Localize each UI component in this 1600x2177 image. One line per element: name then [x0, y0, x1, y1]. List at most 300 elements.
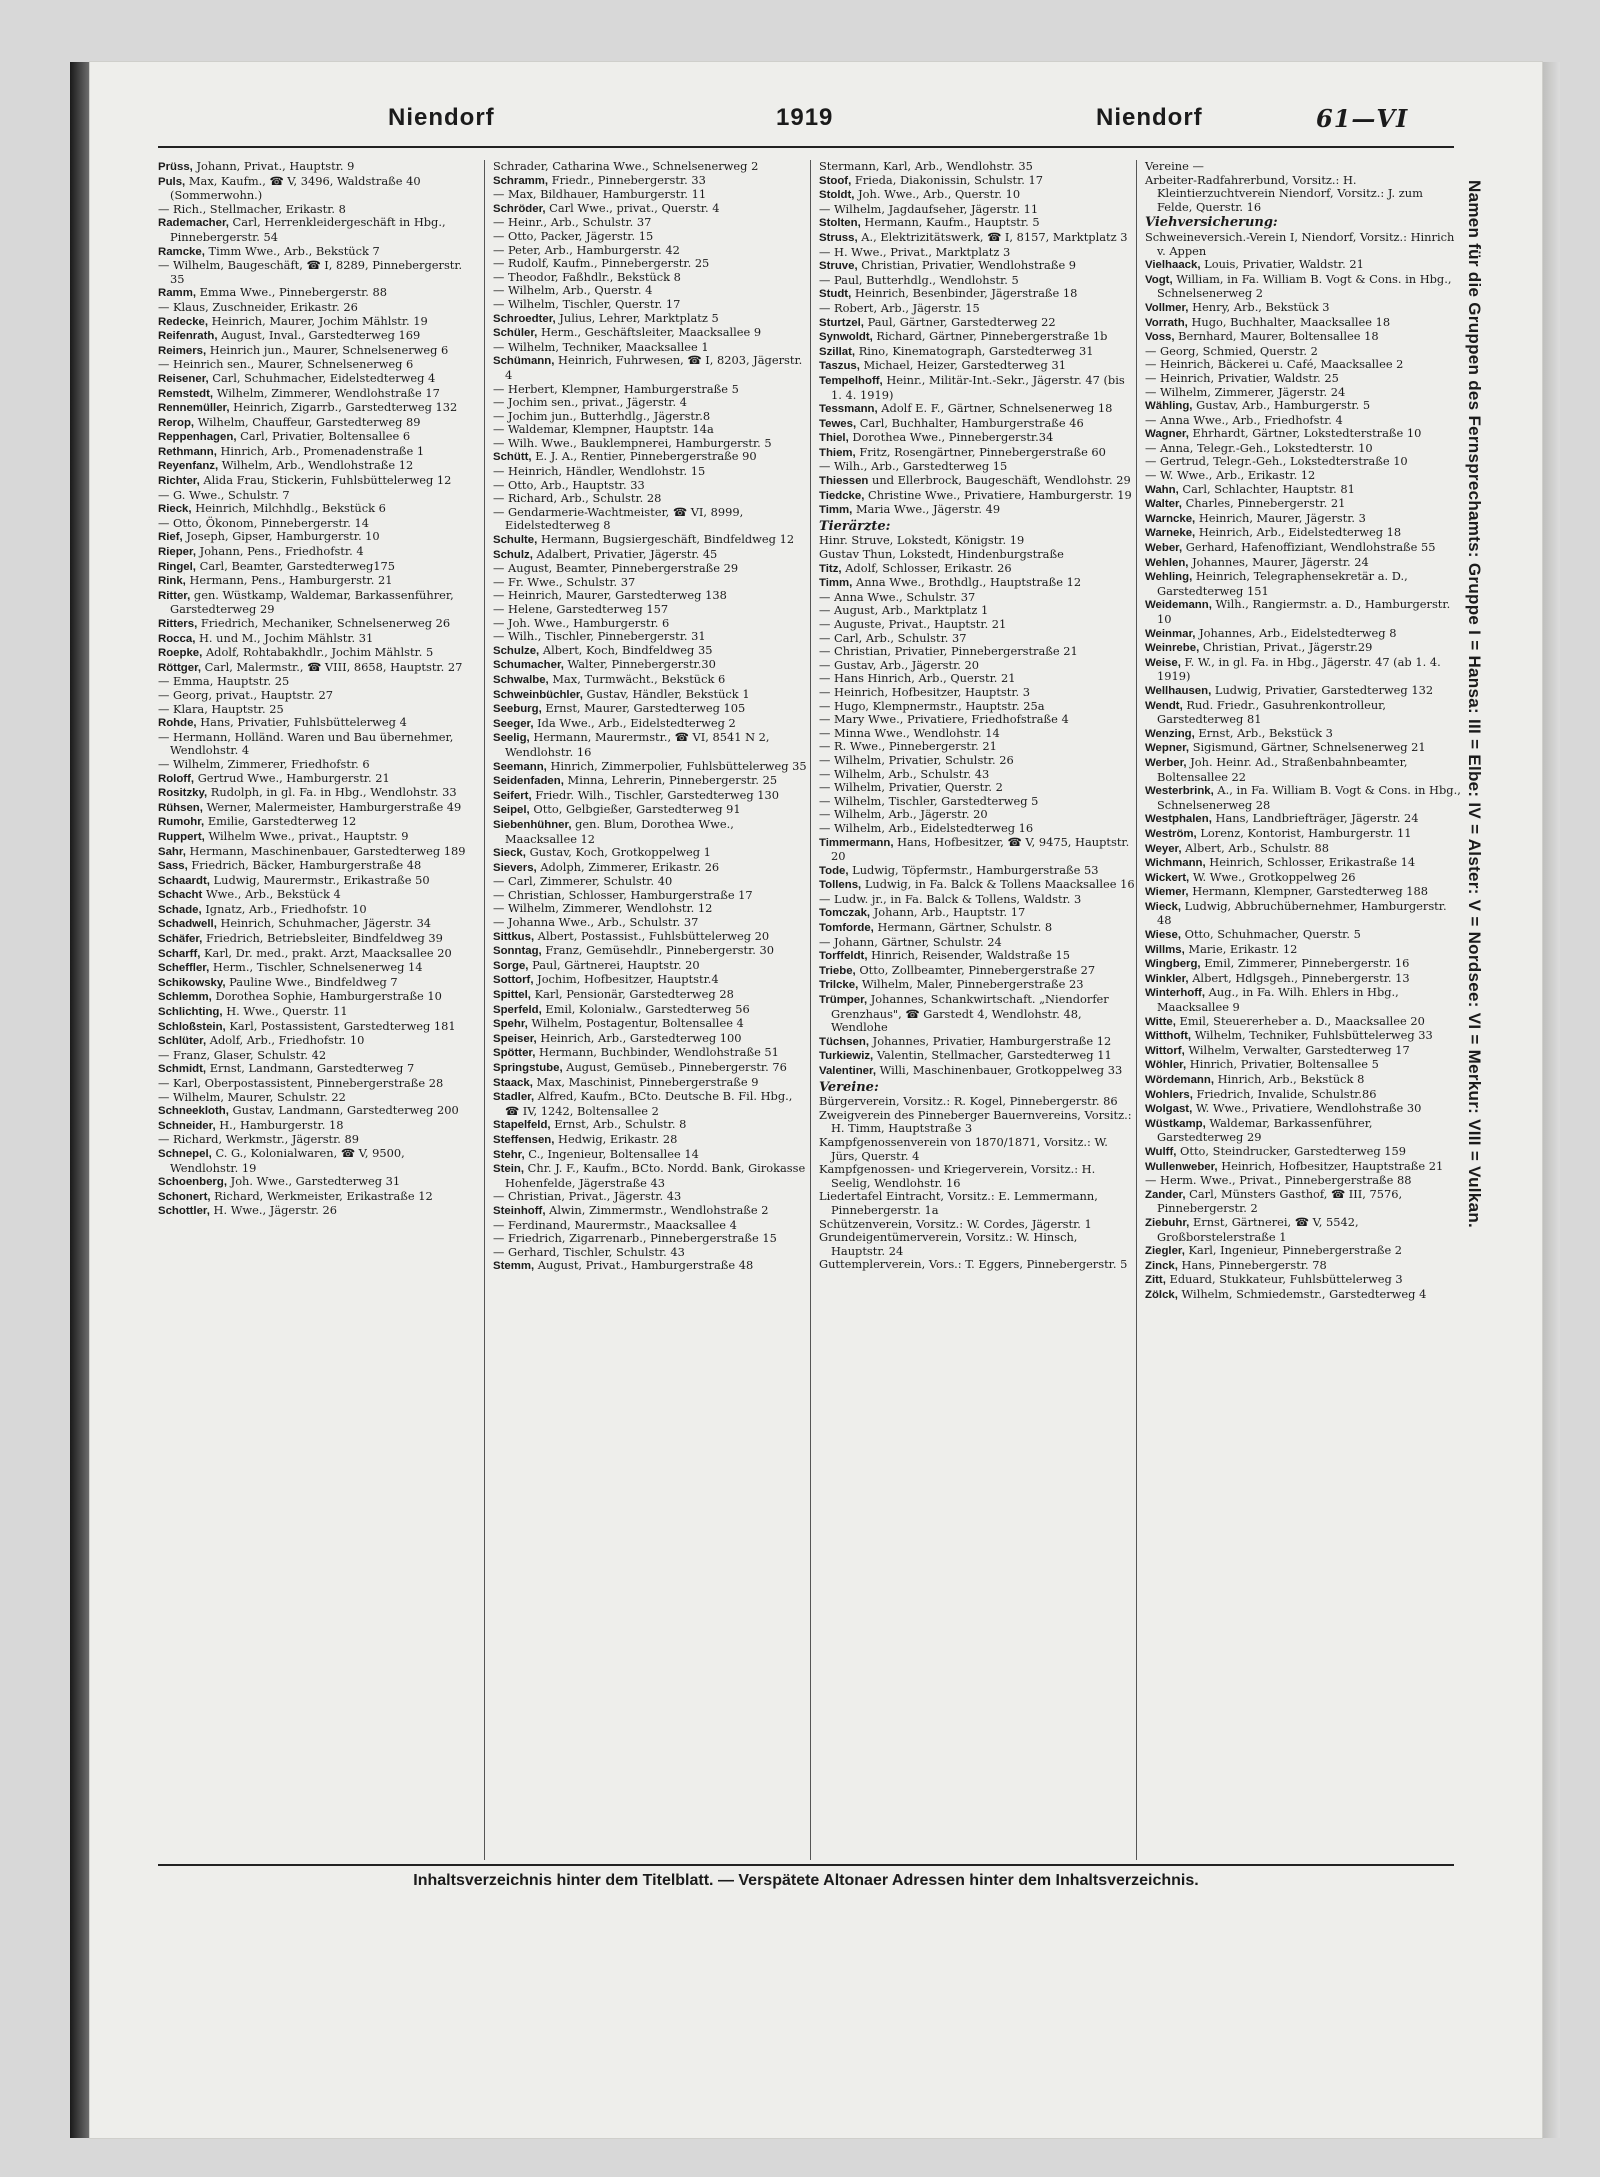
entry-details: — Hermann, Holländ. Waren und Bau übernehmer, Wendlohstr. 4 [158, 729, 454, 758]
entry-surname: Schüler, [493, 327, 538, 340]
entry-surname: Weström, [1145, 827, 1197, 840]
entry-surname: Turkiewiz, [819, 1050, 874, 1063]
entry-details: — Wilhelm, Zimmerer, Jägerstr. 24 [1145, 384, 1346, 399]
entry-surname: Springstube, [493, 1062, 563, 1074]
entry-surname: Willms, [1145, 943, 1185, 956]
directory-entry [1145, 231, 1461, 258]
entry-surname: Winkler, [1145, 972, 1189, 985]
entry-details: — Heinrich, Händler, Wendlohstr. 15 [493, 464, 706, 479]
entry-surname: Rocca, [158, 632, 196, 645]
directory-entry [493, 383, 809, 397]
entry-details: Wilh., Rangiermstr. a. D., Hamburgerstr. 10 [1157, 597, 1451, 626]
directory-entry [493, 603, 809, 617]
directory-entry [493, 702, 809, 717]
header-rule [158, 146, 1454, 148]
entry-surname: Titz, [819, 562, 842, 575]
directory-entry [819, 864, 1135, 879]
directory-entry [158, 932, 474, 947]
entry-details: Eduard, Stukkateur, Fuhlsbüttelerweg 3 [1169, 1272, 1403, 1287]
directory-entry [158, 574, 474, 589]
entry-details: Friedr. Wilh., Tischler, Garstedterweg 130 [535, 787, 780, 802]
entry-details: — Anna Wwe., Arb., Friedhofstr. 4 [1145, 412, 1343, 427]
entry-surname: Schacht [158, 889, 203, 902]
entry-surname: Wiese, [1145, 929, 1181, 942]
entry-details: Anna Wwe., Brothdlg., Hauptstraße 12 [855, 575, 1082, 590]
directory-entry [819, 1109, 1135, 1136]
directory-entry [819, 1258, 1135, 1272]
directory-entry [158, 502, 474, 517]
directory-entry [819, 808, 1135, 822]
entry-details: Maria Wwe., Jägerstr. 49 [855, 502, 1001, 517]
entry-surname: Ringel, [158, 560, 196, 573]
entry-details: — Heinrich sen., Maurer, Schnelsenerweg 6 [158, 357, 414, 372]
entry-surname: Ramcke, [158, 245, 205, 258]
entry-details: Wilhelm, Postagentur, Boltensallee 4 [531, 1016, 744, 1031]
directory-entry [1145, 972, 1461, 987]
directory-entry [819, 781, 1135, 795]
directory-entry [819, 174, 1135, 189]
entry-details: Hermann, Kaufm., Hauptstr. 5 [864, 215, 1040, 230]
entry-details: — Peter, Arb., Hamburgerstr. 42 [493, 242, 680, 257]
directory-entry [819, 246, 1135, 260]
directory-entry [493, 1162, 809, 1190]
directory-entry [493, 1090, 809, 1118]
entry-surname: Synwoldt, [819, 331, 873, 344]
directory-entry [1145, 641, 1461, 656]
directory-entry [493, 1032, 809, 1047]
entry-details: Friedrich, Invalide, Schulstr.86 [1196, 1086, 1377, 1101]
directory-entry [819, 1218, 1135, 1232]
entry-surname: Remstedt, [158, 387, 214, 400]
entry-details: — Emma, Hauptstr. 25 [158, 674, 290, 689]
entry-details: Franz, Gemüsehdlr., Pinnebergerstr. 30 [545, 943, 774, 958]
directory-entry [1145, 699, 1461, 727]
entry-surname: Stolten, [819, 217, 861, 230]
directory-entry [493, 1259, 809, 1274]
entry-details: Rudolph, in gl. Fa. in Hbg., Wendlohstr. 33 [210, 785, 457, 800]
directory-entry [158, 815, 474, 830]
entry-surname: Westerbrink, [1145, 785, 1214, 798]
entry-details: — Wilhelm, Techniker, Maacksallee 1 [493, 339, 709, 354]
entry-details: Albert, Hdlgsgeh., Pinnebergerstr. 13 [1192, 970, 1410, 985]
entry-details: — Wilhelm, Baugeschäft, ☎ I, 8289, Pinnebergerstr. 35 [158, 258, 463, 286]
directory-entry [158, 1091, 474, 1105]
entry-surname: Ramm, [158, 287, 196, 300]
entry-surname: Schottler, [158, 1205, 210, 1218]
entry-details: — Hugo, Klempnermstr., Hauptstr. 25a [819, 698, 1045, 713]
directory-entry [819, 316, 1135, 331]
entry-details: — Christian, Schlosser, Hamburgerstraße 17 [493, 887, 753, 902]
entry-surname: Witthoft, [1145, 1030, 1192, 1043]
directory-entry [493, 973, 809, 988]
entry-details: Werner, Malermeister, Hamburgerstraße 49 [206, 799, 462, 814]
entry-details: — Helene, Garstedterweg 157 [493, 602, 669, 616]
entry-surname: Rademacher, [158, 217, 229, 230]
entry-details: gen. Wüstkamp, Waldemar, Barkassenführer, Garstedterweg 29 [170, 587, 454, 617]
directory-entry [1145, 174, 1461, 215]
entry-details: Ludwig, in Fa. Balck & Tollens Maacksallee 16 [864, 877, 1135, 892]
entry-surname: Tessmann, [819, 403, 878, 416]
directory-entry [819, 993, 1135, 1035]
entry-details: — Wilhelm, Privatier, Schulstr. 26 [819, 752, 1014, 767]
directory-entry [158, 175, 474, 203]
directory-entry [158, 675, 474, 689]
entry-details: Aug., in Fa. Wilh. Ehlers in Hbg., Maacksallee 9 [1157, 985, 1399, 1015]
entry-surname: Schmidt, [158, 1063, 207, 1076]
entry-details: — Heinr., Arb., Schulstr. 37 [493, 215, 652, 230]
entry-details: Alfred, Kaufm., BCto. Deutsche B. Fil. Hbg., ☎ IV, 1242, Boltensallee 2 [505, 1089, 793, 1118]
directory-entry [819, 431, 1135, 446]
entry-details: — Herm. Wwe., Privat., Pinnebergerstraße 88 [1145, 1173, 1412, 1188]
entry-details: — August, Beamter, Pinnebergerstraße 29 [493, 561, 739, 576]
entry-details: Alida Frau, Stickerin, Fuhlsbüttelerweg 12 [203, 473, 452, 488]
entry-details: Hermann, Pens., Hamburgerstr. 21 [189, 573, 393, 588]
entry-details: Alwin, Zimmermstr., Wendlohstraße 2 [549, 1202, 769, 1217]
directory-entry [158, 632, 474, 647]
entry-surname: Triebe, [819, 964, 856, 977]
entry-details: Lorenz, Kontorist, Hamburgerstr. 11 [1200, 825, 1412, 840]
directory-entry [1145, 1117, 1461, 1145]
directory-entry [158, 216, 474, 244]
entry-details: Emilie, Garstedterweg 12 [207, 814, 357, 829]
directory-entry [819, 1190, 1135, 1217]
entry-surname: Sahr, [158, 845, 186, 858]
entry-details: Kampfgenossen- und Kriegerverein, Vorsitz.: H. Seelig, Wendlohstr. 16 [819, 1162, 1096, 1190]
directory-entry [158, 358, 474, 372]
directory-entry [493, 1017, 809, 1032]
entry-details: Charles, Pinnebergerstr. 21 [1185, 496, 1346, 511]
directory-entry [493, 818, 809, 846]
entry-details: — Georg, Schmied, Querstr. 2 [1145, 343, 1318, 358]
directory-entry [819, 1064, 1135, 1079]
directory-entry [158, 245, 474, 260]
entry-details: — Herbert, Klempner, Hamburgerstraße 5 [493, 381, 739, 396]
entry-details: Otto, Schuhmacher, Querstr. 5 [1184, 927, 1361, 942]
directory-entry [158, 1034, 474, 1049]
entry-details: Johann, Arb., Hauptstr. 17 [873, 905, 1026, 920]
directory-entry [158, 859, 474, 874]
directory-entry [1145, 345, 1461, 359]
directory-entry [1145, 427, 1461, 442]
entry-surname: Wolgast, [1145, 1103, 1193, 1116]
entry-details: — Gustav, Arb., Jägerstr. 20 [819, 657, 979, 672]
entry-details: — Wilhelm, Privatier, Querstr. 2 [819, 780, 1003, 795]
directory-entry [158, 801, 474, 816]
directory-entry [1145, 928, 1461, 943]
entry-surname: Sturtzel, [819, 316, 864, 329]
directory-entry [819, 460, 1135, 474]
entry-surname: Szillat, [819, 345, 856, 358]
directory-entry [819, 618, 1135, 632]
directory-entry [158, 772, 474, 787]
entry-details: H. und M., Jochim Mählstr. 31 [198, 630, 374, 645]
column-2 [484, 160, 809, 1860]
entry-surname: Tempelhoff, [819, 374, 883, 387]
entry-details: Paul, Gärtnerei, Hauptstr. 20 [532, 957, 700, 972]
entry-details: — Richard, Arb., Schulstr. 28 [493, 491, 662, 506]
entry-details: W. Wwe., Grotkoppelweg 26 [1192, 869, 1356, 884]
entry-details: Karl, Ingenieur, Pinnebergerstraße 2 [1188, 1243, 1403, 1258]
entry-surname: Stadler, [493, 1091, 535, 1104]
entry-surname: Scharff, [158, 947, 201, 960]
entry-details: — Otto, Packer, Jägerstr. 15 [493, 228, 654, 243]
entry-surname: Reisener, [158, 372, 209, 385]
directory-entry [819, 906, 1135, 921]
entry-surname: Zölck, [1145, 1288, 1178, 1301]
entry-details: Ludwig, Töpfermstr., Hamburgerstraße 53 [852, 862, 1099, 877]
entry-details: Joh. Wwe., Garstedterweg 31 [230, 1174, 401, 1189]
entry-surname: Tollens, [819, 879, 862, 892]
entry-details: Christian, Privat., Jägerstr.29 [1202, 640, 1373, 655]
entry-details: Julius, Lehrer, Marktplatz 5 [559, 310, 719, 325]
entry-details: August, Gemüseb., Pinnebergerstr. 76 [566, 1060, 787, 1074]
entry-surname: Reyenfanz, [158, 460, 219, 473]
directory-entry [158, 329, 474, 344]
directory-entry [819, 645, 1135, 659]
entry-details: Heinrich, Arb., Garstedterweg 100 [540, 1030, 742, 1045]
directory-entry [819, 562, 1135, 577]
entry-surname: Wulff, [1145, 1145, 1177, 1158]
directory-entry [493, 1148, 809, 1163]
directory-entry [1145, 1029, 1461, 1044]
directory-entry [819, 591, 1135, 605]
entry-details: Gustav Thun, Lokstedt, Hindenburgstraße [819, 547, 1064, 562]
directory-entry [819, 216, 1135, 231]
directory-entry [1145, 399, 1461, 414]
directory-entry [493, 326, 809, 341]
directory-entry [819, 374, 1135, 402]
directory-entry [493, 188, 809, 202]
entry-surname: Weber, [1145, 542, 1183, 555]
entry-surname: Schikowsky, [158, 976, 226, 989]
directory-entry [1145, 469, 1461, 483]
entry-details: Carl, Schuhmacher, Eidelstedterweg 4 [212, 370, 436, 385]
directory-entry [1145, 570, 1461, 598]
page-number: 61—VI [1316, 104, 1409, 133]
entry-details: — Christian, Privatier, Pinnebergerstraße 21 [819, 644, 1078, 659]
directory-entry [1145, 414, 1461, 428]
directory-entry [493, 216, 809, 230]
entry-details: Valentin, Stellmacher, Garstedterweg 11 [876, 1048, 1112, 1063]
entry-surname: Schneider, [158, 1119, 216, 1132]
directory-entry [158, 903, 474, 918]
directory-entry [493, 803, 809, 818]
directory-entry [493, 1246, 809, 1260]
entry-surname: Prüss, [158, 161, 193, 173]
directory-entry [819, 534, 1135, 548]
entry-surname: Steffensen, [493, 1133, 555, 1146]
directory-entry [158, 459, 474, 474]
entry-details: Heinrich, Arb., Eidelstedterweg 18 [1198, 525, 1402, 540]
entry-details: Grundeigentümerverein, Vorsitz.: W. Hinsch, Hauptstr. 24 [819, 1230, 1078, 1258]
entry-surname: Vollmer, [1145, 301, 1189, 314]
entry-details: — Wilh. Wwe., Bauklempnerei, Hamburgerstr. 5 [493, 435, 772, 450]
directory-entry [1145, 842, 1461, 857]
entry-surname: Sottorf, [493, 974, 534, 987]
directory-entry [158, 416, 474, 431]
entry-details: Hermann, Klempner, Garstedterweg 188 [1192, 884, 1429, 899]
directory-entry [819, 727, 1135, 741]
directory-entry [493, 479, 809, 493]
entry-details: Heinrich, Schuhmacher, Jägerstr. 34 [220, 916, 432, 931]
directory-entry [493, 846, 809, 861]
directory-entry [819, 878, 1135, 893]
directory-entry [158, 961, 474, 976]
entry-details: Heinrich jun., Maurer, Schnelsenerweg 6 [209, 342, 449, 357]
directory-entry [819, 1035, 1135, 1050]
entry-details: Wilhelm, Zimmerer, Wendlohstraße 17 [216, 385, 440, 400]
directory-entry [819, 402, 1135, 417]
entry-surname: Timm, [819, 504, 853, 517]
entry-details: Hinrich, Arb., Promenadenstraße 1 [220, 443, 425, 458]
directory-entry [158, 530, 474, 545]
entry-details: — Max, Bildhauer, Hamburgerstr. 11 [493, 187, 707, 202]
entry-details: — Joh. Wwe., Hamburgerstr. 6 [493, 615, 670, 630]
entry-details: — Rich., Stellmacher, Erikastr. 8 [158, 201, 346, 216]
entry-surname: Wullenweber, [1145, 1160, 1218, 1173]
entry-details: — Heinrich, Bäckerei u. Café, Maacksallee 2 [1145, 357, 1404, 372]
entry-details: Hermann, Buchbinder, Wendlohstraße 51 [539, 1045, 779, 1060]
entry-details: — August, Arb., Marktplatz 1 [819, 603, 989, 618]
directory-entry [493, 465, 809, 479]
directory-entry [493, 1190, 809, 1204]
entry-surname: Spehr, [493, 1018, 528, 1031]
entry-surname: Warneke, [1145, 527, 1196, 540]
entry-surname: Zinck, [1145, 1259, 1178, 1272]
directory-entry [158, 1190, 474, 1205]
entry-surname: Tomczak, [819, 907, 871, 920]
directory-entry [819, 795, 1135, 809]
entry-details: — Carl, Zimmerer, Schulstr. 40 [493, 874, 673, 889]
directory-entry [493, 1076, 809, 1091]
directory-entry [1145, 957, 1461, 972]
entry-surname: Roloff, [158, 772, 195, 785]
entry-details: — Wilhelm, Arb., Eidelstedterweg 16 [819, 820, 1034, 835]
entry-surname: Tomforde, [819, 922, 874, 935]
entry-surname: Ruppert, [158, 830, 205, 843]
entry-details: C., Ingenieur, Boltensallee 14 [528, 1146, 699, 1161]
directory-entry [819, 822, 1135, 836]
directory-entry [158, 646, 474, 661]
entry-details: H. Wwe., Jägerstr. 26 [213, 1203, 337, 1218]
entry-details: — Johann, Gärtner, Schulstr. 24 [819, 934, 1002, 949]
directory-entry [1145, 1188, 1461, 1216]
directory-entry [1145, 627, 1461, 642]
entry-surname: Schade, [158, 903, 202, 916]
entry-details: Gustav, Landmann, Garstedterweg 200 [232, 1103, 459, 1118]
directory-entry [493, 861, 809, 876]
entry-details: August, Inval., Garstedterweg 169 [221, 328, 421, 343]
directory-entry [493, 1204, 809, 1219]
entry-surname: Schulz, [493, 548, 533, 561]
entry-details: — Heinrich, Hofbesitzer, Hauptstr. 3 [819, 684, 1031, 699]
directory-entry [1145, 330, 1461, 345]
directory-entry [158, 203, 474, 217]
entry-details: Hans, Landbriefträger, Jägerstr. 24 [1215, 811, 1419, 826]
directory-entry [158, 1104, 474, 1119]
entry-surname: Thiessen [819, 475, 869, 488]
directory-entry [493, 257, 809, 271]
entry-surname: Walter, [1145, 498, 1182, 511]
column-1 [158, 160, 474, 1860]
entry-details: Chr. J. F., Kaufm., BCto. Nordd. Bank, Girokasse Hohenfelde, Jägerstraße 43 [505, 1161, 806, 1190]
entry-details: Adolph, Zimmerer, Erikastr. 26 [540, 859, 720, 874]
entry-surname: Schramm, [493, 174, 549, 187]
directory-entry [158, 617, 474, 632]
entry-surname: Zander, [1145, 1188, 1186, 1201]
entry-surname: Spötter, [493, 1047, 536, 1060]
directory-entry [493, 341, 809, 355]
entry-details: — Wilhelm, Arb., Schulstr. 43 [819, 766, 990, 781]
directory-entry [158, 1147, 474, 1175]
entry-details: Wilhelm Wwe., privat., Hauptstr. 9 [208, 828, 409, 843]
entry-surname: Richter, [158, 475, 200, 488]
directory-entry [819, 287, 1135, 302]
directory-entry [1145, 512, 1461, 527]
entry-details: Rud. Friedr., Gasuhrenkontrolleur, Garstedterweg 81 [1157, 697, 1386, 727]
directory-entry [1145, 1145, 1461, 1160]
directory-entry [1145, 386, 1461, 400]
entry-details: — Franz, Glaser, Schulstr. 42 [158, 1047, 327, 1062]
entry-details: — Wilhelm, Tischler, Querstr. 17 [493, 296, 681, 311]
directory-entry [493, 731, 809, 759]
entry-details: — Klara, Hauptstr. 25 [158, 701, 284, 716]
entry-surname: Wingberg, [1145, 958, 1201, 971]
entry-details: — Hans Hinrich, Arb., Querstr. 21 [819, 671, 1016, 686]
entry-surname: Weise, [1145, 656, 1181, 669]
entry-details: Johannes, Maurer, Jägerstr. 24 [1192, 554, 1369, 569]
entry-details: — W. Wwe., Arb., Erikastr. 12 [1145, 468, 1316, 483]
directory-entry [158, 703, 474, 717]
entry-details: Hinrich, Reisender, Waldstraße 15 [871, 948, 1071, 963]
entry-details: Timm Wwe., Arb., Bekstück 7 [208, 243, 380, 258]
entry-details: Max, Kaufm., ☎ V, 3496, Waldstraße 40 (Sommerwohn.) [170, 173, 421, 203]
entry-details: Ignatz, Arb., Friedhofstr. 10 [205, 901, 367, 916]
directory-entry [819, 740, 1135, 754]
entry-surname: Stein, [493, 1163, 525, 1176]
directory-entry [493, 673, 809, 688]
entry-details: Minna, Lehrerin, Pinnebergerstr. 25 [567, 773, 778, 788]
directory-entry [1145, 541, 1461, 556]
entry-details: William, in Fa. William B. Vogt & Cons. in Hbg., Schnelsenerweg 2 [1157, 271, 1452, 301]
directory-entry [493, 506, 809, 533]
entry-details: Hermann, Bugsiergeschäft, Bindfeldweg 12 [540, 532, 795, 547]
directory-entry [493, 284, 809, 298]
entry-surname: Rennemüller, [158, 402, 230, 415]
directory-entry [493, 902, 809, 916]
entry-details: Heinrich, Maurer, Jochim Mählstr. 19 [211, 313, 428, 328]
entry-surname: Stemm, [493, 1260, 535, 1273]
directory-entry [1145, 1073, 1461, 1088]
directory-entry [158, 1175, 474, 1190]
directory-entry [819, 489, 1135, 504]
directory-entry [158, 888, 474, 903]
entry-surname: Stoldt, [819, 189, 855, 202]
directory-entry [1145, 656, 1461, 684]
entry-details: Vereine — [1145, 160, 1204, 173]
entry-surname: Weidemann, [1145, 599, 1212, 612]
side-margin-note [1462, 180, 1488, 1850]
directory-entry [819, 893, 1135, 907]
entry-details: — Anna, Telegr.-Geh., Lokstedterstr. 10 [1145, 440, 1373, 455]
entry-surname: Torffeldt, [819, 950, 868, 963]
directory-entry [493, 644, 809, 659]
entry-details: Ida Wwe., Arb., Eidelstedterweg 2 [537, 715, 736, 730]
directory-entry [493, 437, 809, 451]
entry-details: Heinrich, Milchhdlg., Bekstück 6 [195, 501, 386, 516]
entry-surname: Seipel, [493, 804, 530, 817]
directory-entry [819, 417, 1135, 432]
